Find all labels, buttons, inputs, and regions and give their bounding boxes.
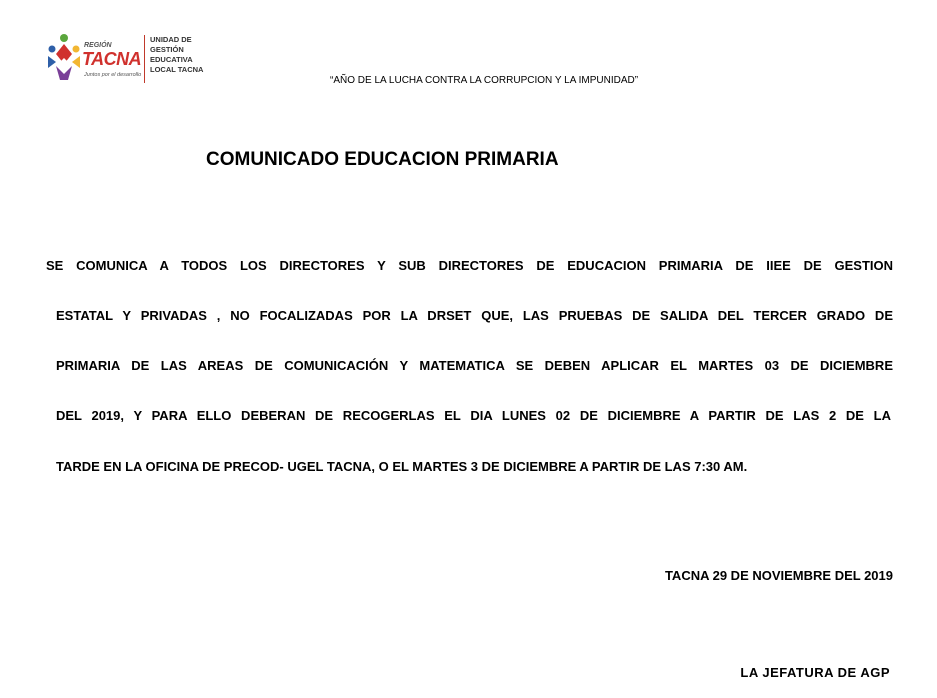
logo-unit-line: GESTIÓN [150, 45, 184, 54]
logo-divider [144, 35, 145, 83]
ugel-logo [44, 32, 204, 88]
logo-unit-line: EDUCATIVA [150, 55, 193, 64]
page-title: COMUNICADO EDUCACION PRIMARIA [206, 149, 559, 170]
body-line: ESTATAL Y PRIVADAS , NO FOCALIZADAS POR LA DRSET QUE, LAS PRUEBAS DE SALIDA DEL TERCER GRADO DE [56, 308, 893, 323]
logo-region-name: TACNA [82, 49, 142, 69]
logo-tagline: Juntos por el desarrollo [84, 72, 142, 78]
signature: LA JEFATURA DE AGP [740, 665, 890, 680]
logo-unit-line: UNIDAD DE [150, 35, 192, 44]
logo-unit-name [150, 35, 203, 75]
year-motto: “AÑO DE LA LUCHA CONTRA LA CORRUPCION Y LA IMPUNIDAD” [330, 75, 639, 86]
body-line: PRIMARIA DE LAS AREAS DE COMUNICACIÓN Y MATEMATICA SE DEBEN APLICAR EL MARTES 03 DE DICIEMBRE [56, 358, 893, 373]
body-line: DEL 2019, Y PARA ELLO DEBERAN DE RECOGERLAS EL DIA LUNES 02 DE DICIEMBRE A PARTIR DE LAS 2 DE LA [56, 408, 891, 423]
body-line: SE COMUNICA A TODOS LOS DIRECTORES Y SUB DIRECTORES DE EDUCACION PRIMARIA DE IIEE DE GESTION [46, 258, 893, 273]
document-date: TACNA 29 DE NOVIEMBRE DEL 2019 [664, 568, 893, 583]
logo-region-label: REGIÓN [84, 42, 112, 49]
body-line: TARDE EN LA OFICINA DE PRECOD- UGEL TACNA, O EL MARTES 3 DE DICIEMBRE A PARTIR DE LAS 7:30 AM. [56, 459, 748, 474]
logo-unit-line: LOCAL TACNA [150, 65, 204, 74]
people-emblem-icon [44, 32, 84, 88]
